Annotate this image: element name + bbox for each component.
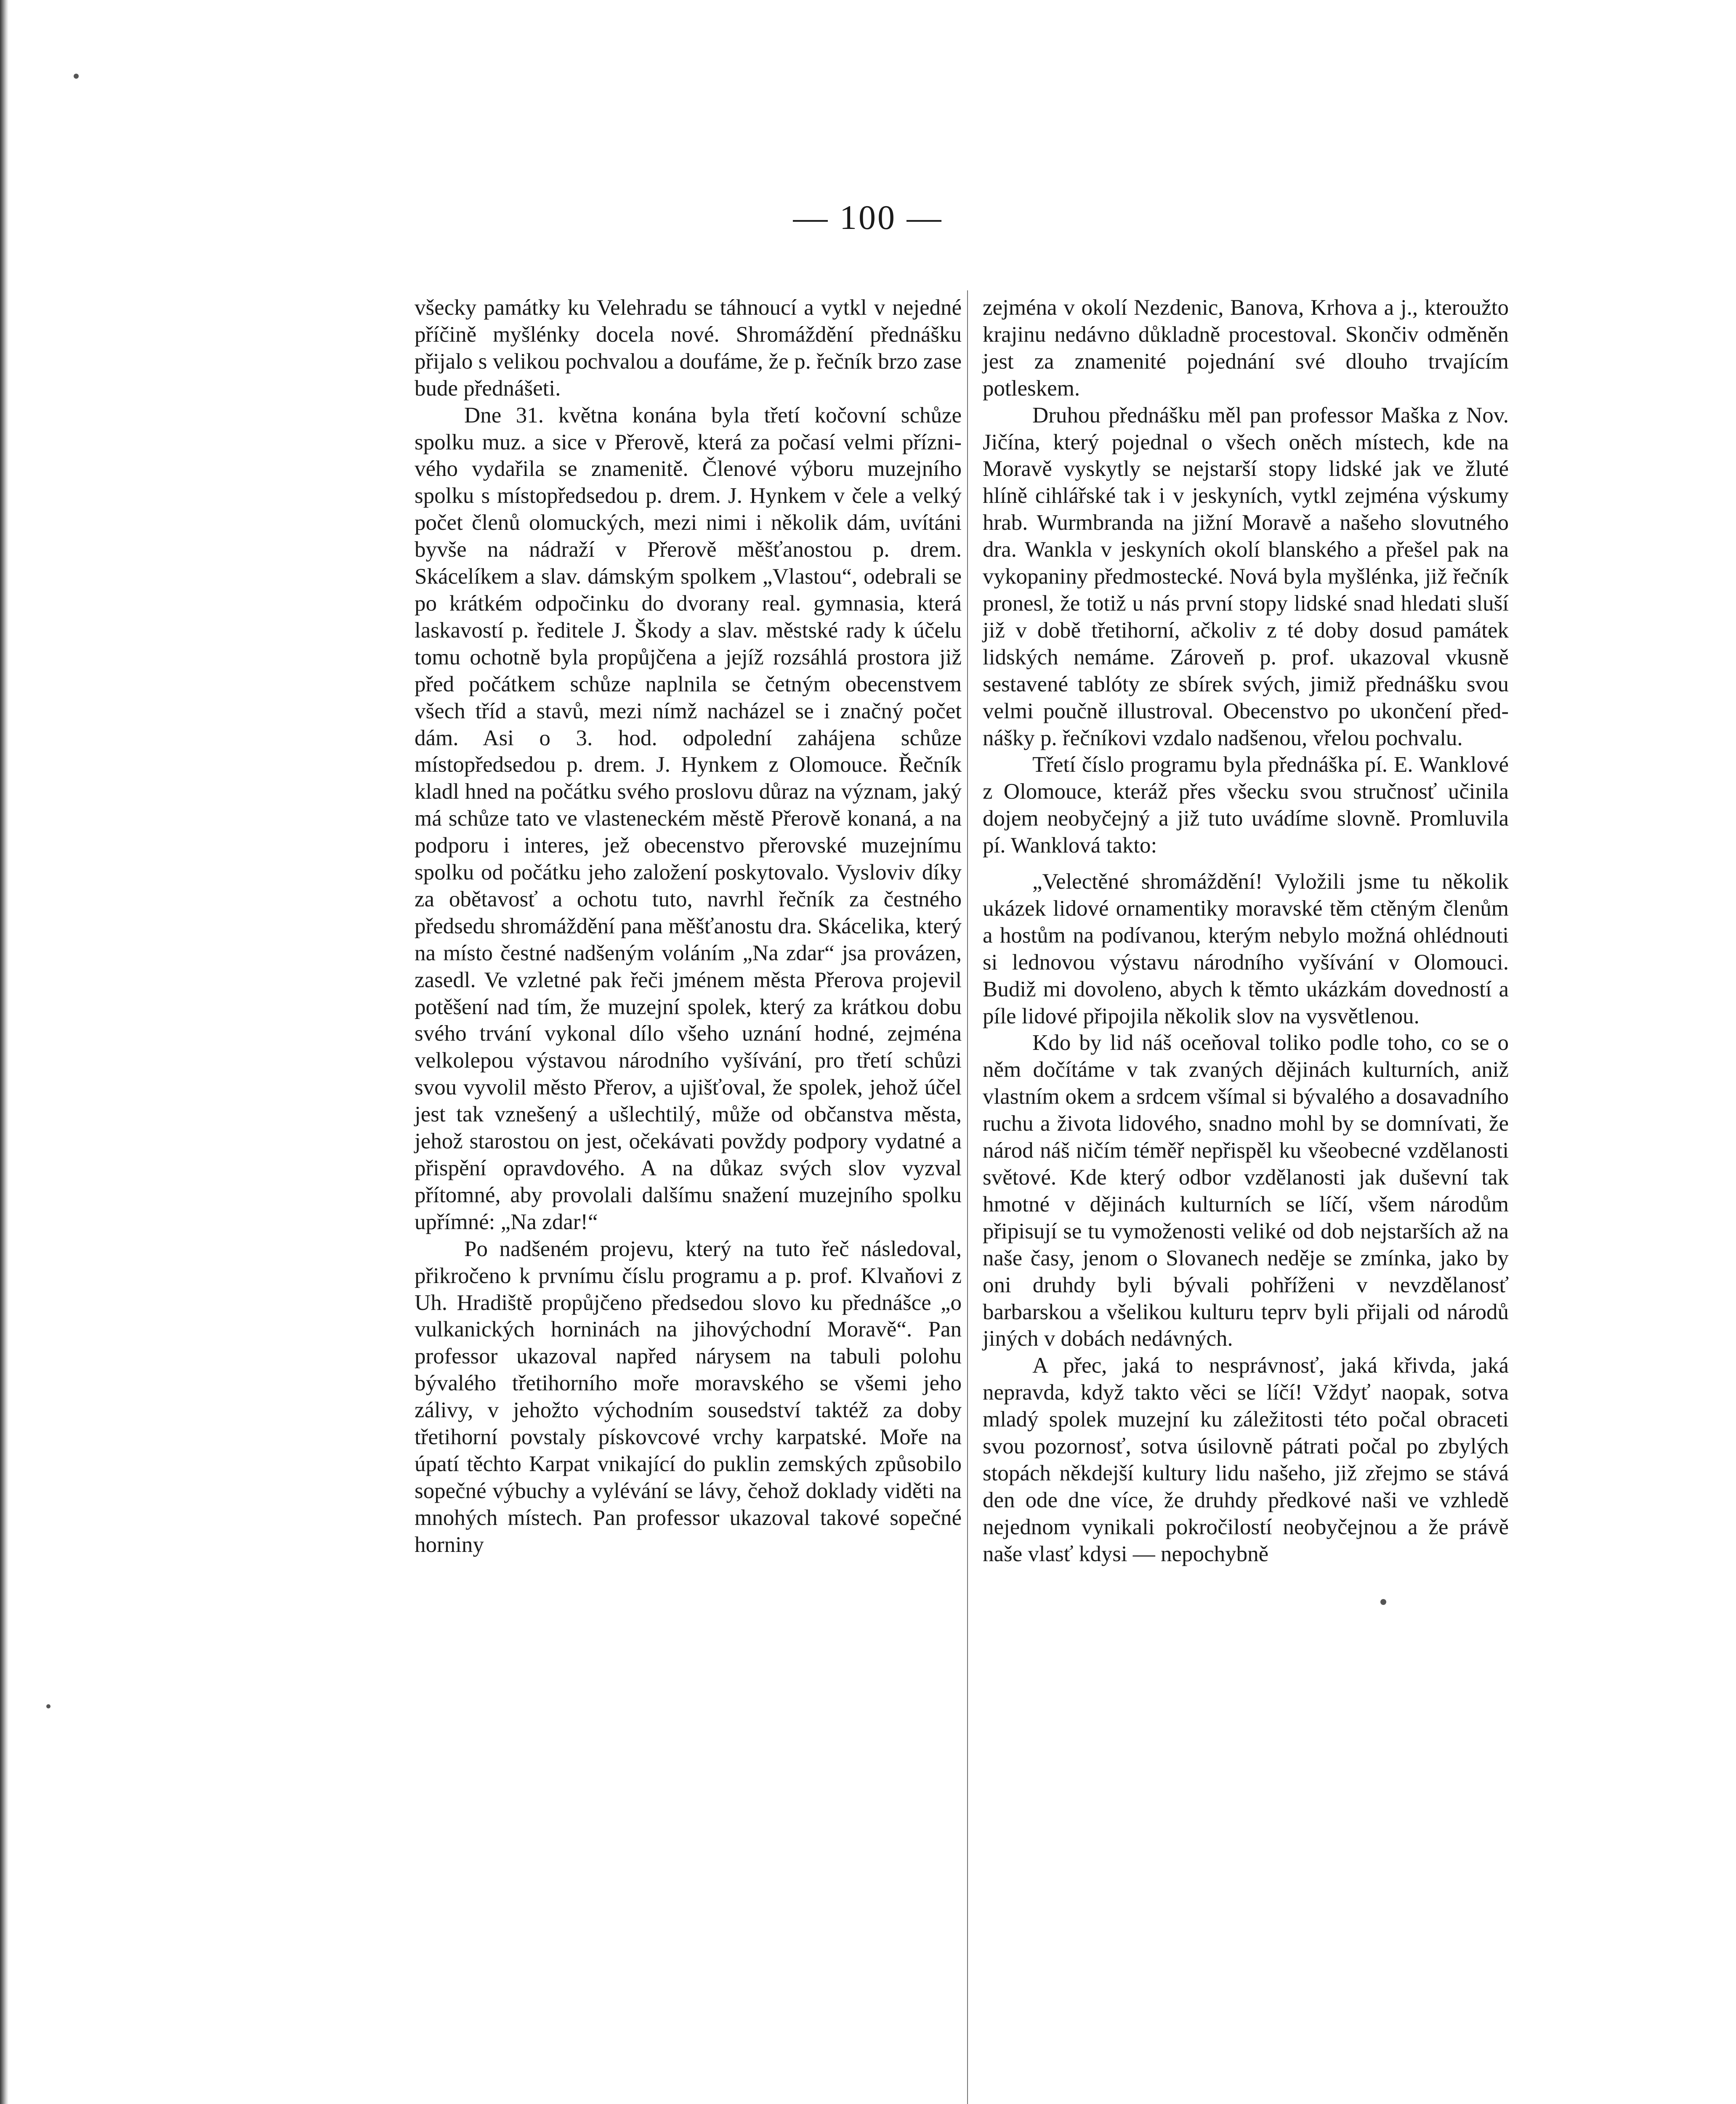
- paragraph: Dne 31. května konána byla třetí kočovní schůze spolku muz. a sice v Přerově, která za počasí velmi příznivého vydařila se znamenitě. Členové výboru muzejního spolku s místopředsedou p. drem. J. Hynkem v čele a velký počet členů olomuckých, mezi nimi i několik dám, uvítáni byvše na nádraží v Přerově měšťanostou p. drem. Skácelíkem a slav. dámským spolkem „Vlastou“, odebrali se po krátkém odpočinku do dvorany real. gymnasia, která laskavostí p. ředitele J. Škody a slav. městské rady k účelu tomu ochotně byla propůjčena a jejíž rozsáhlá prostora již před počátkem schůze naplnila se četným obecenstvem všech tříd a stavů, mezi nímž nacházel se i značný počet dám. Asi o 3. hod. odpolední zahájena schůze místopředsedou p. drem. J. Hynkem z Olomouce. Řečník kladl hned na počátku svého proslovu důraz na význam, jaký má schůze tato ve vlasteneckém městě Přerově konaná, a na podporu i interes, jež obecenstvo přerovské muzejnímu spolku od počátku jeho založení poskytovalo. Vysloviv díky za obětavosť a ochotu tuto, navrhl řečník za čestného předsedu shromáždění pana měšťanostu dra. Skácelika, který na místo čestné nadšeným voláním „Na zdar“ jsa provázen, zasedl. Ve vzletné pak řeči jménem města Přerova projevil potěšení nad tím, že muzejní spolek, který za krátkou dobu svého trvání vykonal dílo všeho uznání hodné, zejména velkolepou výstavou národního vyšívání, pro třetí schůzi svou vyvolil město Přerov, a ujišťoval, že spolek, jehož účel jest tak vznešený a ušlechtilý, může od občanstva města, jehož starostou on jest, očekávati povždy podpory vydatné a přispění opravdového. A na důkaz svých slov vyzval přítomné, aby provolali dalšímu snažení muzejního spolku upřímné: „Na zdar!“: [415, 403, 962, 1234]
- quoted-paragraph: A přec, jaká to nesprávnosť, jaká křivda, jaká nepravda, když takto věci se líčí! Vždyť naopak, sotva mladý spolek muzejní ku záležitosti této počal obraceti svou pozornosť, sotva úsilovně pátrati počal po zbylých stopách někdejší kultury lidu našeho, již zřejmo se stává den ode dne více, že druhdy předkové naši ve vzhledě nejednom vynikali pokročilostí neobyčejnou a že právě naše vlasť kdysi — nepochybně: [983, 1353, 1509, 1566]
- paragraph: Třetí číslo programu byla přednáška pí. E. Wanklové z Olomouce, kteráž přes všecku svou stručnosť učinila dojem neobyčejný a již tuto uvádíme slovně. Promluvila pí. Wanklová takto:: [983, 752, 1509, 858]
- page-spine-shadow: [0, 0, 8, 2104]
- paragraph: Po nadšeném projevu, který na tuto řeč následoval, přikročeno k prvnímu číslu programu a p. prof. Klvaňovi z Uh. Hradiště propůjčeno předsedou slovo ku přednášce „o vulkanických horninách na jihovýchodní Moravě“. Pan professor ukazoval napřed nárysem na tabuli polohu bývalého třetihorního moře moravského se všemi jeho zálivy, v jehožto východním sousedství taktéž za doby třetihorní povstaly pískovcové vrchy karpatské. Moře na úpatí těchto Karpat vnikající do puklin zemských způsobilo sopečné výbuchy a vylévání se lávy, čehož doklady viděti na mnohých místech. Pan professor ukazoval takové sopečné horniny: [415, 1236, 962, 1557]
- paragraph: všecky památky ku Velehradu se táhnoucí a vytkl v nejedné příčině myšlénky docela nové. Shromáždění přednášku přijalo s velikou pochvalou a doufáme, že p. řečník brzo zase bude přednášeti.: [415, 295, 962, 401]
- column-divider: [967, 290, 968, 2104]
- paragraph: Druhou přednášku měl pan professor Maška z Nov. Jičína, který pojednal o všech oněch místech, kde na Moravě vyskytly se nejstarší stopy lidské jak ve žluté hlíně cihlářské tak i v jeskyních, vytkl zejména výskumy hrab. Wurmbranda na jižní Moravě a našeho slovutného dra. Wankla v jeskyních okolí blanského a přešel pak na vykopaniny předmostecké. Nová byla myšlénka, již řečník pronesl, že totiž u nás první stopy lidské snad hledati sluší již v době třetihorní, ačkoliv z té doby dosud památek lidských nemáme. Zároveň p. prof. ukazoval vkusně sestavené tablóty ze sbírek svých, jimiž přednášku svou velmi poučně illustroval. Obecenstvo po ukončení přednášky p. řečníkovi vzdalo nadšenou, vřelou pochvalu.: [983, 403, 1509, 750]
- page-number: — 100 —: [793, 198, 943, 236]
- quoted-paragraph: Kdo by lid náš oceňoval toliko podle toho, co se o něm dočítáme v tak zvaných dějinách kulturních, aniž vlastním okem a srdcem všímal si bývalého a dosavadního ruchu a života lidového, snadno mohl by se domnívati, že národ náš ničím téměř nepřispěl ku všeobecné vzdělanosti světové. Kde který odbor vzdělanosti jak duševní tak hmotné v dějinách kulturních se líčí, všem národům připisují se tu vymoženosti veliké od dob nejstarších až na naše časy, jenom o Slovanech neděje se zmínka, jako by oni druhdy byli bývali pohříženi v nevzdělanosť barbarskou a všelikou kulturu teprv byli přijali od národů jiných v dobách nedávných.: [983, 1031, 1509, 1351]
- quoted-paragraph: „Velectěné shromáždění! Vyložili jsme tu několik ukázek lidové ornamentiky moravské těm ctěným členům a hostům na podívanou, kterým nebylo možná ohlédnouti si lednovou výstavu národního vyšívání v Olomouci. Budiž mi dovoleno, abych k těmto ukázkám dovedností a píle lidové připojila několik slov na vysvětlenou.: [983, 869, 1509, 1028]
- paper-speck: [74, 74, 79, 79]
- paper-speck: [46, 1704, 51, 1708]
- paper-speck: [1380, 1599, 1386, 1605]
- left-column: [415, 295, 962, 1559]
- right-column: [983, 295, 1509, 1568]
- paragraph: zejména v okolí Nezdenic, Banova, Krhova a j., kteroužto krajinu nedávno důkladně procestoval. Skončiv odměněn jest za znamenité pojednání své dlouho trvajícím potleskem.: [983, 295, 1509, 401]
